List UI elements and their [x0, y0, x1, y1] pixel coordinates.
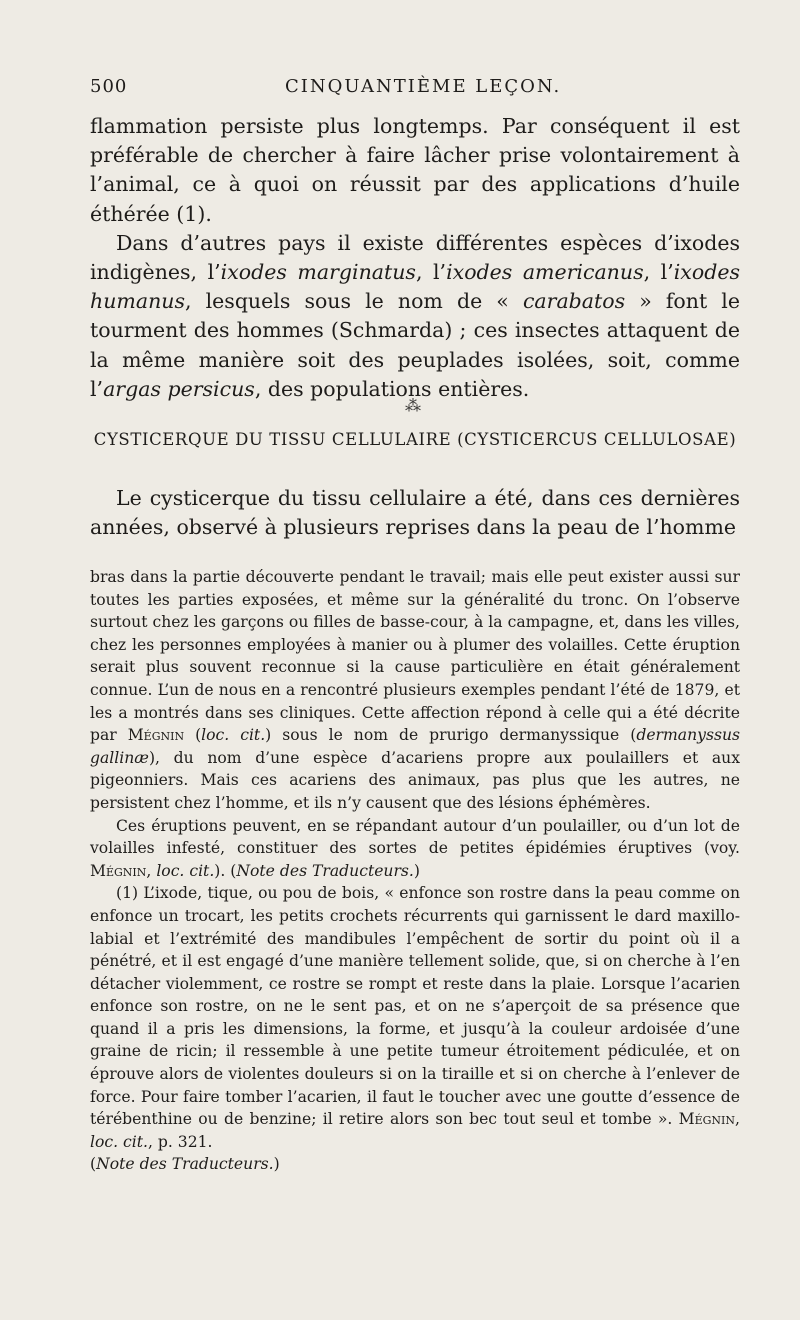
- paragraph-ixodes-species: Dans d’autres pays il existe différentes espèces d’ixodes indigènes, l’ixodes marginatus, l’ixodes americanus, l’ixodes humanus, lesquels sous le nom de « carabatos » font le tourment des hommes (Schmarda) ; ces insectes attaquent de la même manière soit des peuplades isolées, soit, comme l’argas persicus, des populations entières.: [90, 230, 740, 401]
- species-name: argas persicus: [103, 376, 255, 401]
- asterism-ornament: ⁂: [405, 396, 421, 415]
- footnote-1: (1) L’ixode, tique, ou pou de bois, « enfonce son rostre dans la peau comme on enfonce un trocart, les petits crochets récurrents qui garnissent le dard maxillo-labial et l’extrémité des mandibules l’empêchent de sortir du point où il a pénétré, et il est engagé d’une manière tellement solide, que, si on cherche à l’en détacher violemment, ce rostre se rompt et reste dans la plaie. Lorsque l’acarien enfonce son rostre, on ne le sent pas, et on ne s’aperçoit de sa présence que quand il a pris les dimensions, la forme, et jusqu’à la couleur ardoisée d’une graine de ricin; il ressemble à une petite tumeur étroitement pédiculée, et on éprouve alors de violentes douleurs si on la tiraille et si on cherche à l’enlever de force. Pour faire tomber l’acarien, il faut le toucher avec une goutte d’essence de térébenthine ou de benzine; il retire alors son bec tout seul et tombe ». Mégnin, loc. cit., p. 321. (Note des Traducteurs.): [90, 884, 740, 1174]
- section-text: [90, 484, 740, 542]
- page-number: 500: [90, 76, 128, 97]
- paragraph-continuation: flammation persiste plus longtemps. Par conséquent il est préférable de chercher à faire lâcher prise volontairement à l’animal, ce à quoi on réussit par des applications d’huile éthérée (1).: [90, 114, 740, 226]
- author-name: Mégnin: [678, 1110, 736, 1129]
- species-name: ixodes humanus: [90, 260, 740, 314]
- local-name: carabatos: [522, 289, 626, 314]
- species-name: ixodes marginatus: [220, 260, 416, 285]
- section-paragraph: Le cysticerque du tissu cellulaire a été, dans ces dernières années, observé à plusieurs reprises dans la peau de l’homme: [90, 486, 740, 540]
- author-name: Mégnin: [90, 861, 147, 880]
- running-title: CINQUANTIÈME LEÇON.: [285, 76, 562, 97]
- main-text: [90, 112, 740, 404]
- section-heading: CYSTICERQUE DU TISSU CELLULAIRE (CYSTICERCUS CELLULOSAE): [93, 430, 737, 449]
- footnote-continuation: bras dans la partie découverte pendant le travail; mais elle peut exister aussi sur toutes les parties exposées, et même sur la généralité du tronc. On l’observe surtout chez les garçons ou filles de basse-cour, à la campagne, et, dans les villes, chez les personnes employées à manier ou à plumer des volailles. Cette éruption serait plus souvent reconnue si la cause particulière en était généralement connue. L’un de nous en a rencontré plusieurs exemples pendant l’été de 1879, et les a montrés dans ses cliniques. Cette affection répond à celle qui a été décrite par Mégnin (loc. cit.) sous le nom de prurigo dermanyssique (dermanyssus gallinæ), du nom d’une espèce d’acariens propre aux poulaillers et aux pigeonniers. Mais ces acariens des animaux, pas plus que les autres, ne persistent chez l’homme, et ils n’y causent que des lésions éphémères.: [90, 568, 740, 812]
- footnotes: [90, 566, 740, 1176]
- running-head: [90, 72, 740, 102]
- footnote-paragraph: Ces éruptions peuvent, en se répandant autour d’un poulailler, ou d’un lot de volailles infesté, constituer des sortes de petites épidémies éruptives (voy. Mégnin, loc. cit.). (Note des Traducteurs.): [90, 816, 740, 880]
- author-name: Mégnin: [127, 726, 185, 745]
- species-name: ixodes americanus: [446, 260, 644, 285]
